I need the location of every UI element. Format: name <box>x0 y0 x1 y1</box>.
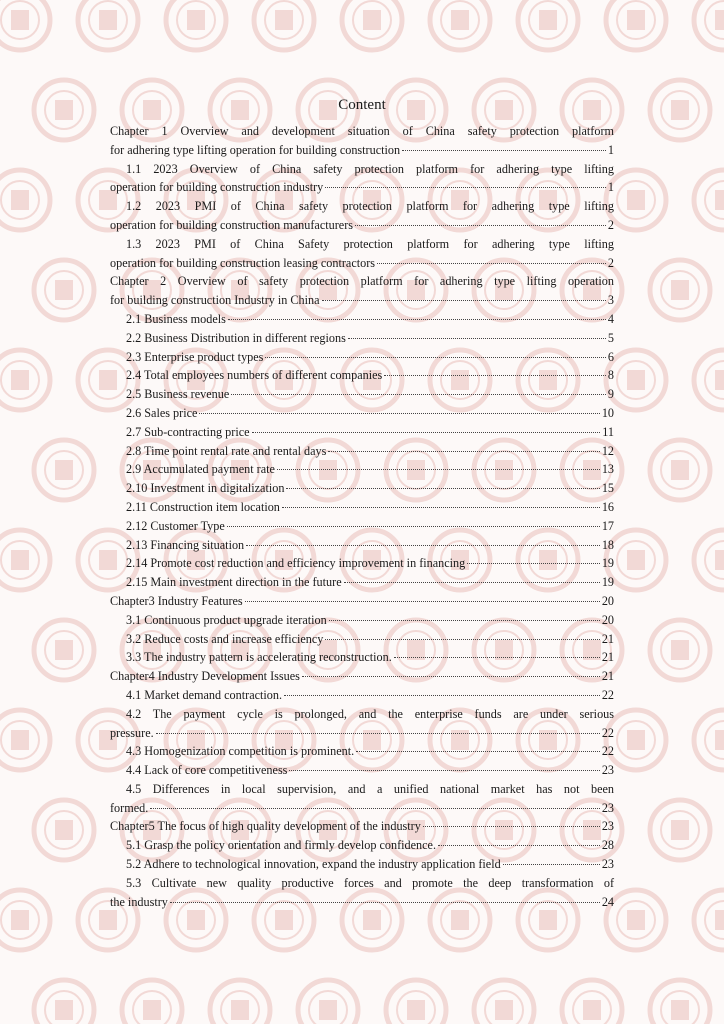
page-title: Content <box>338 97 386 113</box>
dot-leader <box>199 412 599 414</box>
toc-page-number: 2 <box>607 255 614 270</box>
dot-leader <box>245 600 600 602</box>
watermark-seal-icon <box>34 800 94 860</box>
dot-leader <box>246 544 600 546</box>
toc-page-number: 2 <box>607 217 614 232</box>
dot-leader <box>329 619 600 621</box>
watermark-seal-icon <box>650 440 710 500</box>
toc-page-number: 6 <box>607 349 614 364</box>
toc-section-entry[interactable] <box>110 630 614 649</box>
toc-page-number: 20 <box>601 612 614 627</box>
watermark-seal-icon <box>606 0 666 50</box>
toc-page-number: 9 <box>607 387 614 402</box>
toc-entry-text: 3.1 Continuous product upgrade iteration <box>126 612 327 627</box>
toc-entry-text: 2.10 Investment in digitalization <box>126 481 285 496</box>
toc-section-entry[interactable] <box>110 460 614 479</box>
toc-entry-text: 4.4 Lack of core competitiveness <box>126 763 288 778</box>
watermark-seal-icon <box>0 890 50 950</box>
toc-entry-text-line1: Chapter 1 Overview and development situation of China safety protection platform <box>110 124 614 138</box>
watermark-seal-icon <box>0 710 50 770</box>
toc-section-entry[interactable] <box>110 742 614 761</box>
toc-page-number: 23 <box>601 800 614 815</box>
dot-leader <box>322 299 606 301</box>
dot-leader <box>394 656 600 658</box>
toc-entry-text: 2.13 Financing situation <box>126 537 245 552</box>
toc-entry-text-line1: 1.3 2023 PMI of China Safety protection platform for adhering type lifting <box>126 236 614 251</box>
toc-section-entry[interactable] <box>110 235 614 273</box>
toc-section-entry[interactable] <box>110 404 614 423</box>
toc-entry-text-line2: for building construction Industry in China <box>110 293 320 308</box>
watermark-seal-icon <box>78 0 138 50</box>
toc-page-number: 19 <box>601 575 614 590</box>
toc-section-entry[interactable] <box>110 310 614 329</box>
toc-section-entry[interactable] <box>110 385 614 404</box>
toc-entry-text: 3.2 Reduce costs and increase efficiency <box>126 631 324 646</box>
watermark-seal-icon <box>122 980 182 1024</box>
toc-page-number: 23 <box>601 857 614 872</box>
toc-entry-text: 2.3 Enterprise product types <box>126 349 264 364</box>
watermark-seal-icon <box>606 170 666 230</box>
watermark-seal-icon <box>650 260 710 320</box>
toc-page-number: 22 <box>601 744 614 759</box>
dot-leader <box>150 807 600 809</box>
toc-section-entry[interactable] <box>110 366 614 385</box>
dot-leader <box>356 750 600 752</box>
dot-leader <box>384 374 606 376</box>
toc-section-entry[interactable] <box>110 498 614 517</box>
toc-section-entry[interactable] <box>110 780 614 818</box>
watermark-seal-icon <box>254 0 314 50</box>
watermark-seal-icon <box>694 350 724 410</box>
watermark-seal-icon <box>34 440 94 500</box>
toc-page-number: 23 <box>601 763 614 778</box>
dot-leader <box>302 675 600 677</box>
toc-entry-text: 2.6 Sales price <box>126 405 198 420</box>
dot-leader <box>228 318 606 320</box>
watermark-seal-icon <box>694 170 724 230</box>
toc-chapter-entry[interactable] <box>110 667 614 686</box>
toc-entry-text: 5.2 Adhere to technological innovation, expand the industry application field <box>126 857 501 872</box>
toc-page-number: 28 <box>601 838 614 853</box>
dot-leader <box>252 431 601 433</box>
watermark-seal-icon <box>562 980 622 1024</box>
toc-page-number: 5 <box>607 330 614 345</box>
toc-chapter-entry[interactable] <box>110 592 614 611</box>
dot-leader <box>286 487 599 489</box>
toc-page-number: 13 <box>601 462 614 477</box>
toc-entry-text: 3.3 The industry pattern is accelerating reconstruction. <box>126 650 392 665</box>
toc-section-entry[interactable] <box>110 479 614 498</box>
watermark-seal-icon <box>518 0 578 50</box>
dot-leader <box>355 224 606 226</box>
toc-page-number: 21 <box>601 650 614 665</box>
watermark-seal-icon <box>694 710 724 770</box>
toc-page-number: 8 <box>607 368 614 383</box>
dot-leader <box>277 468 600 470</box>
dot-leader <box>503 863 600 865</box>
watermark-seal-icon <box>650 620 710 680</box>
watermark-seal-icon <box>166 0 226 50</box>
toc-page-number: 23 <box>601 819 614 834</box>
toc-entry-text: 2.8 Time point rental rate and rental days <box>126 443 327 458</box>
toc-entry-text-line1: 5.3 Cultivate new quality productive forces and promote the deep transformation of <box>126 875 614 890</box>
toc-page-number: 21 <box>601 631 614 646</box>
toc-chapter-entry[interactable] <box>110 817 614 836</box>
dot-leader <box>328 450 599 452</box>
toc-entry-text-line1: Chapter 2 Overview of safety protection platform for adhering type lifting operation <box>110 274 614 289</box>
toc-page-number: 17 <box>601 518 614 533</box>
watermark-seal-icon <box>34 80 94 140</box>
toc-chapter-entry[interactable] <box>110 272 614 310</box>
dot-leader <box>156 732 600 734</box>
watermark-seal-icon <box>0 170 50 230</box>
toc-entry-text: 4.3 Homogenization competition is prominent. <box>126 744 355 759</box>
toc-page-number: 12 <box>601 443 614 458</box>
dot-leader <box>227 525 600 527</box>
watermark-seal-icon <box>606 890 666 950</box>
dot-leader <box>282 506 600 508</box>
toc-page-number: 3 <box>607 293 614 308</box>
toc-page-number: 10 <box>601 405 614 420</box>
toc-entry-text-line1: 4.5 Differences in local supervision, and a unified national market has not been <box>126 781 614 796</box>
watermark-seal-icon <box>0 0 50 50</box>
watermark-seal-icon <box>606 530 666 590</box>
toc-entry-text: 2.9 Accumulated payment rate <box>126 462 275 477</box>
toc-section-entry[interactable] <box>110 648 614 667</box>
toc-section-entry[interactable] <box>110 855 614 874</box>
watermark-seal-icon <box>298 980 358 1024</box>
toc-page-number: 16 <box>601 499 614 514</box>
watermark-seal-icon <box>650 800 710 860</box>
toc-section-entry[interactable] <box>110 705 614 743</box>
dot-leader <box>402 149 606 151</box>
toc-entry-text: 2.15 Main investment direction in the future <box>126 575 342 590</box>
toc-section-entry[interactable] <box>110 160 614 198</box>
toc-entry-text: 2.14 Promote cost reduction and efficiency improvement in financing <box>126 556 466 571</box>
watermark-seal-icon <box>606 710 666 770</box>
toc-section-entry[interactable] <box>110 611 614 630</box>
toc-list <box>110 122 614 911</box>
dot-leader <box>231 393 606 395</box>
toc-entry-text-line2: the industry <box>110 894 168 909</box>
toc-entry-text: 5.1 Grasp the policy orientation and firmly develop confidence. <box>126 838 437 853</box>
watermark-seal-icon <box>650 80 710 140</box>
watermark-seal-icon <box>34 620 94 680</box>
toc-entry-text: 2.1 Business models <box>126 311 226 326</box>
watermark-seal-icon <box>342 0 402 50</box>
toc-section-entry[interactable] <box>110 874 614 912</box>
dot-leader <box>284 694 600 696</box>
toc-section-entry[interactable] <box>110 517 614 536</box>
toc-page-number: 19 <box>601 556 614 571</box>
toc-entry-text-line2: formed. <box>110 800 149 815</box>
watermark-seal-icon <box>210 980 270 1024</box>
toc-section-entry[interactable] <box>110 573 614 592</box>
toc-entry-text: 2.7 Sub-contracting price <box>126 424 250 439</box>
toc-entry-text-line1: 1.1 2023 Overview of China safety protection platform for adhering type lifting <box>126 161 614 176</box>
toc-section-entry[interactable] <box>110 329 614 348</box>
dot-leader <box>438 844 600 846</box>
toc-entry-text-line1: 1.2 2023 PMI of China safety protection platform for adhering type lifting <box>126 199 614 214</box>
toc-entry-text: 2.5 Business revenue <box>126 387 230 402</box>
table-of-contents <box>110 96 614 911</box>
toc-section-entry[interactable] <box>110 554 614 573</box>
toc-page-number: 21 <box>601 669 614 684</box>
watermark-seal-icon <box>34 980 94 1024</box>
toc-page-number: 4 <box>607 311 614 326</box>
toc-page-number: 11 <box>602 424 614 439</box>
toc-entry-text-line2: operation for building construction leasing contractors <box>110 255 376 270</box>
toc-section-entry[interactable] <box>110 761 614 780</box>
toc-page-number: 1 <box>607 180 614 195</box>
toc-chapter-entry[interactable] <box>110 122 614 160</box>
toc-entry-text-line2: operation for building construction manufacturers <box>110 217 354 232</box>
toc-entry-text-line1: 4.2 The payment cycle is prolonged, and the enterprise funds are under serious <box>126 706 614 721</box>
dot-leader <box>170 901 600 903</box>
dot-leader <box>348 337 606 339</box>
watermark-seal-icon <box>0 530 50 590</box>
toc-section-entry[interactable] <box>110 423 614 442</box>
watermark-seal-icon <box>34 260 94 320</box>
toc-section-entry[interactable] <box>110 536 614 555</box>
toc-section-entry[interactable] <box>110 348 614 367</box>
dot-leader <box>325 186 606 188</box>
toc-page-number: 15 <box>601 481 614 496</box>
watermark-seal-icon <box>386 980 446 1024</box>
toc-page-number: 20 <box>601 593 614 608</box>
dot-leader <box>423 825 600 827</box>
toc-page-number: 1 <box>607 142 614 157</box>
dot-leader <box>344 581 600 583</box>
watermark-seal-icon <box>0 350 50 410</box>
toc-page-number: 18 <box>601 537 614 552</box>
toc-page-number: 22 <box>601 725 614 740</box>
toc-entry-text-line2: for adhering type lifting operation for building construction <box>110 142 401 157</box>
watermark-seal-icon <box>694 0 724 50</box>
watermark-seal-icon <box>430 0 490 50</box>
watermark-seal-icon <box>606 350 666 410</box>
watermark-seal-icon <box>694 890 724 950</box>
toc-entry-text: Chapter5 The focus of high quality development of the industry <box>110 819 421 834</box>
watermark-seal-icon <box>474 980 534 1024</box>
dot-leader <box>289 769 599 771</box>
toc-entry-text: 2.4 Total employees numbers of different companies <box>126 368 383 383</box>
toc-entry-text: Chapter3 Industry Features <box>110 593 243 608</box>
toc-entry-text: 4.1 Market demand contraction. <box>126 687 283 702</box>
toc-entry-text: 2.2 Business Distribution in different regions <box>126 330 346 345</box>
toc-page-number: 22 <box>601 687 614 702</box>
toc-page-number: 24 <box>601 894 614 909</box>
dot-leader <box>467 562 600 564</box>
watermark-seal-icon <box>694 530 724 590</box>
toc-section-entry[interactable] <box>110 686 614 705</box>
toc-entry-text: 2.12 Customer Type <box>126 518 225 533</box>
toc-entry-text-line2: pressure. <box>110 725 154 740</box>
toc-section-entry[interactable] <box>110 442 614 461</box>
toc-entry-text-line2: operation for building construction industry <box>110 180 324 195</box>
dot-leader <box>265 356 605 358</box>
toc-entry-text: Chapter4 Industry Development Issues <box>110 669 300 684</box>
toc-section-entry[interactable] <box>110 836 614 855</box>
dot-leader <box>377 262 606 264</box>
toc-section-entry[interactable] <box>110 197 614 235</box>
dot-leader <box>325 638 599 640</box>
watermark-seal-icon <box>650 980 710 1024</box>
toc-entry-text: 2.11 Construction item location <box>126 499 280 514</box>
